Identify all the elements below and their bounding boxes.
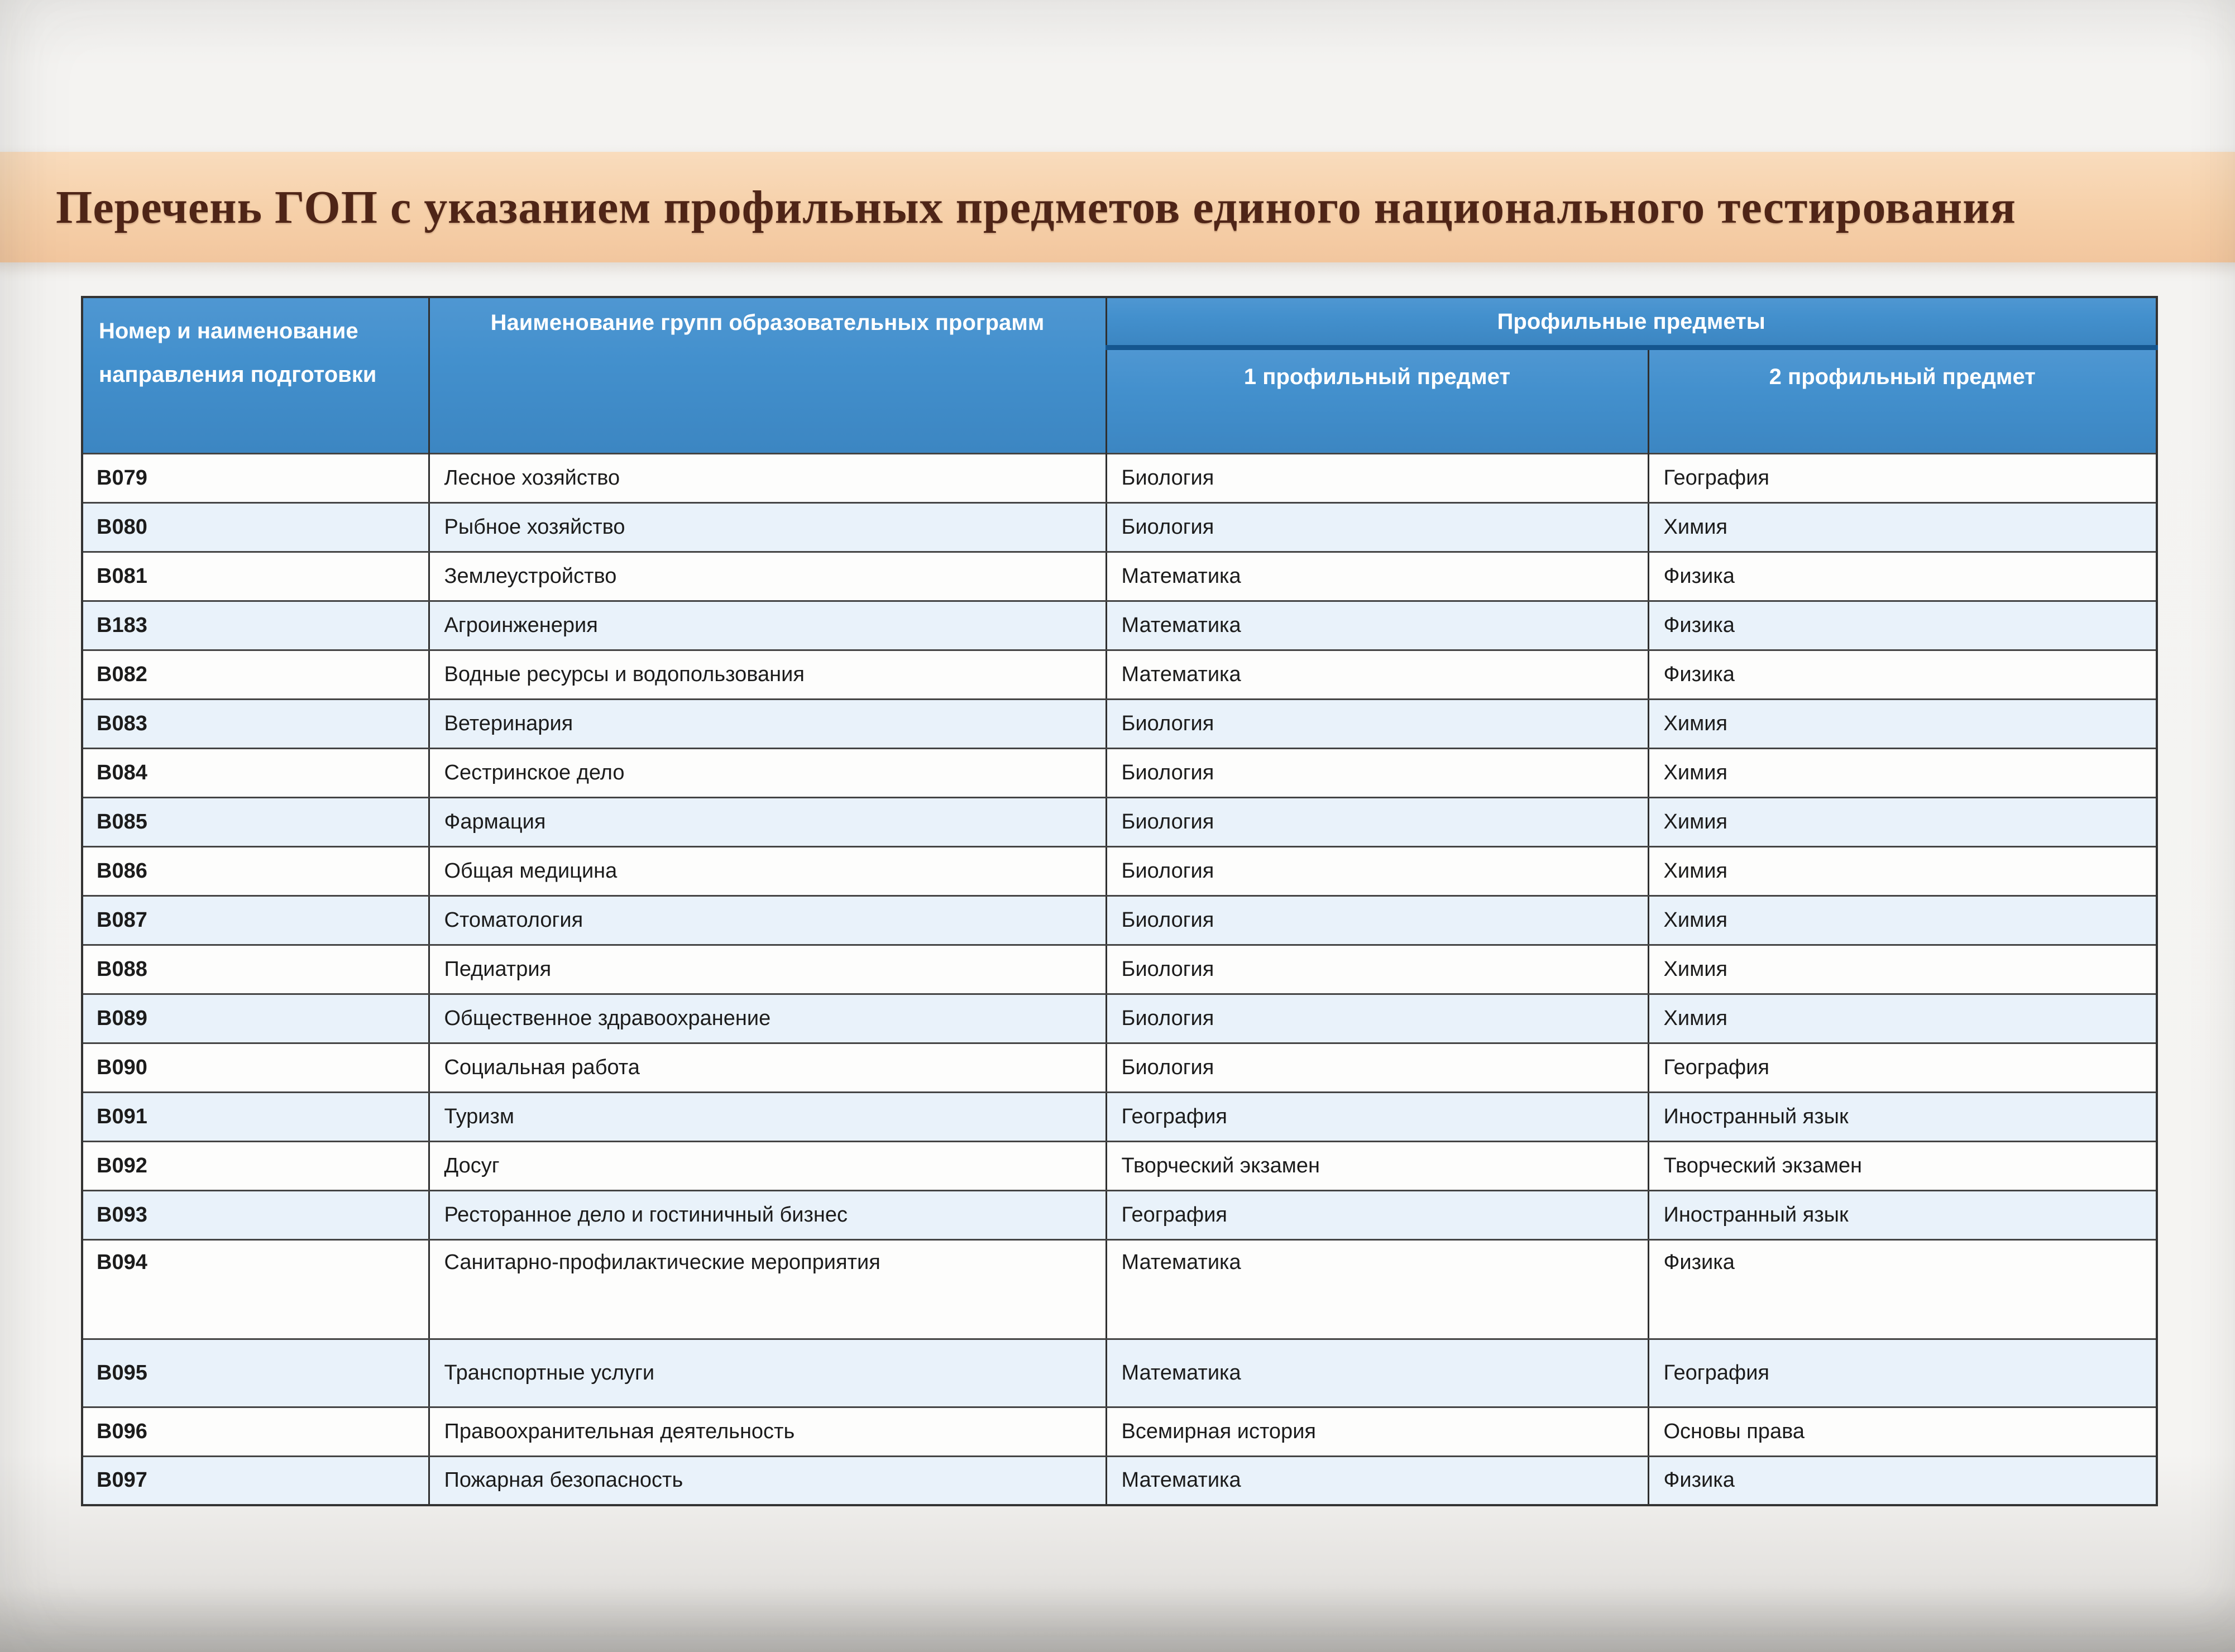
- cell-subject1: Биология: [1106, 797, 1648, 846]
- cell-subject1: Математика: [1106, 1239, 1648, 1339]
- cell-program-name: Ветеринария: [429, 699, 1106, 748]
- table-row: [82, 601, 2157, 650]
- cell-subject2: Физика: [1648, 601, 2157, 650]
- column-header-profile-subjects: Профильные предметы: [1106, 297, 2157, 347]
- table-header-row-1: [82, 297, 2157, 347]
- cell-program-code: B183: [82, 601, 429, 650]
- cell-subject1: Биология: [1106, 994, 1648, 1043]
- table-row: [82, 994, 2157, 1043]
- cell-subject2: Физика: [1648, 1239, 2157, 1339]
- table-row: [82, 699, 2157, 748]
- cell-subject1: Математика: [1106, 552, 1648, 601]
- cell-subject2: Химия: [1648, 797, 2157, 846]
- table-row: [82, 502, 2157, 552]
- cell-program-name: Водные ресурсы и водопользования: [429, 650, 1106, 699]
- programs-table: [81, 296, 2158, 1506]
- cell-program-code: B092: [82, 1141, 429, 1190]
- table-row: [82, 1239, 2157, 1339]
- cell-program-code: B094: [82, 1239, 429, 1339]
- cell-program-name: Туризм: [429, 1092, 1106, 1141]
- column-header-subject2: 2 профильный предмет: [1648, 347, 2157, 453]
- table-row: [82, 1190, 2157, 1239]
- cell-program-code: B079: [82, 453, 429, 502]
- cell-subject1: Биология: [1106, 502, 1648, 552]
- cell-subject1: Математика: [1106, 1339, 1648, 1407]
- cell-program-code: B090: [82, 1043, 429, 1092]
- cell-subject1: Математика: [1106, 1456, 1648, 1505]
- cell-program-code: B081: [82, 552, 429, 601]
- cell-subject1: География: [1106, 1092, 1648, 1141]
- cell-subject2: Химия: [1648, 502, 2157, 552]
- cell-program-name: Санитарно-профилактические мероприятия: [429, 1239, 1106, 1339]
- cell-subject1: Математика: [1106, 601, 1648, 650]
- table-body: [82, 453, 2157, 1505]
- cell-subject2: География: [1648, 1043, 2157, 1092]
- cell-subject2: Химия: [1648, 994, 2157, 1043]
- cell-program-code: B086: [82, 846, 429, 896]
- cell-program-name: Сестринское дело: [429, 748, 1106, 797]
- table-row: [82, 650, 2157, 699]
- cell-program-name: Землеустройство: [429, 552, 1106, 601]
- cell-program-name: Правоохранительная деятельность: [429, 1407, 1106, 1456]
- cell-subject2: Химия: [1648, 896, 2157, 945]
- cell-subject1: Биология: [1106, 748, 1648, 797]
- cell-subject2: Химия: [1648, 945, 2157, 994]
- cell-program-code: B096: [82, 1407, 429, 1456]
- cell-program-name: Рыбное хозяйство: [429, 502, 1106, 552]
- cell-program-code: B088: [82, 945, 429, 994]
- table-row: [82, 896, 2157, 945]
- document-title-band: [0, 152, 2235, 262]
- table-row: [82, 1092, 2157, 1141]
- cell-program-code: B087: [82, 896, 429, 945]
- cell-program-name: Лесное хозяйство: [429, 453, 1106, 502]
- cell-subject2: Основы права: [1648, 1407, 2157, 1456]
- cell-program-code: B093: [82, 1190, 429, 1239]
- cell-subject1: Творческий экзамен: [1106, 1141, 1648, 1190]
- cell-subject2: Иностранный язык: [1648, 1092, 2157, 1141]
- cell-subject1: Биология: [1106, 896, 1648, 945]
- cell-program-name: Пожарная безопасность: [429, 1456, 1106, 1505]
- cell-program-name: Общественное здравоохранение: [429, 994, 1106, 1043]
- cell-program-name: Стоматология: [429, 896, 1106, 945]
- cell-subject2: География: [1648, 1339, 2157, 1407]
- table-row: [82, 1339, 2157, 1407]
- table-row: [82, 1043, 2157, 1092]
- column-header-program-group: Наименование групп образовательных программ: [429, 297, 1106, 453]
- cell-subject1: Биология: [1106, 846, 1648, 896]
- cell-subject2: Физика: [1648, 1456, 2157, 1505]
- cell-subject1: Биология: [1106, 699, 1648, 748]
- cell-subject2: Физика: [1648, 650, 2157, 699]
- cell-program-code: B089: [82, 994, 429, 1043]
- cell-subject2: Химия: [1648, 748, 2157, 797]
- table-row: [82, 453, 2157, 502]
- cell-program-name: Агроинженерия: [429, 601, 1106, 650]
- cell-subject2: География: [1648, 453, 2157, 502]
- cell-program-name: Транспортные услуги: [429, 1339, 1106, 1407]
- table-row: [82, 846, 2157, 896]
- cell-subject1: Биология: [1106, 945, 1648, 994]
- cell-program-code: B085: [82, 797, 429, 846]
- table-row: [82, 552, 2157, 601]
- table-row: [82, 1141, 2157, 1190]
- cell-program-code: B080: [82, 502, 429, 552]
- document-title: Перечень ГОП с указанием профильных предметов единого национального тестирования: [56, 181, 2016, 233]
- cell-program-name: Общая медицина: [429, 846, 1106, 896]
- cell-subject2: Физика: [1648, 552, 2157, 601]
- table-row: [82, 945, 2157, 994]
- cell-program-name: Фармация: [429, 797, 1106, 846]
- cell-program-name: Педиатрия: [429, 945, 1106, 994]
- cell-program-code: B082: [82, 650, 429, 699]
- column-header-direction: Номер и наименование направления подготовки: [82, 297, 429, 453]
- cell-subject2: Иностранный язык: [1648, 1190, 2157, 1239]
- cell-subject2: Химия: [1648, 699, 2157, 748]
- cell-subject1: Всемирная история: [1106, 1407, 1648, 1456]
- table-header: [82, 297, 2157, 453]
- table-row: [82, 797, 2157, 846]
- cell-program-code: B083: [82, 699, 429, 748]
- cell-program-code: B091: [82, 1092, 429, 1141]
- table-row: [82, 1407, 2157, 1456]
- cell-program-name: Досуг: [429, 1141, 1106, 1190]
- cell-subject1: Биология: [1106, 1043, 1648, 1092]
- table-row: [82, 1456, 2157, 1505]
- cell-subject1: Биология: [1106, 453, 1648, 502]
- cell-subject1: География: [1106, 1190, 1648, 1239]
- cell-subject2: Творческий экзамен: [1648, 1141, 2157, 1190]
- cell-program-name: Ресторанное дело и гостиничный бизнес: [429, 1190, 1106, 1239]
- cell-subject1: Математика: [1106, 650, 1648, 699]
- table-row: [82, 748, 2157, 797]
- column-header-subject1: 1 профильный предмет: [1106, 347, 1648, 453]
- cell-program-code: B095: [82, 1339, 429, 1407]
- cell-program-name: Социальная работа: [429, 1043, 1106, 1092]
- cell-subject2: Химия: [1648, 846, 2157, 896]
- cell-program-code: B084: [82, 748, 429, 797]
- cell-program-code: B097: [82, 1456, 429, 1505]
